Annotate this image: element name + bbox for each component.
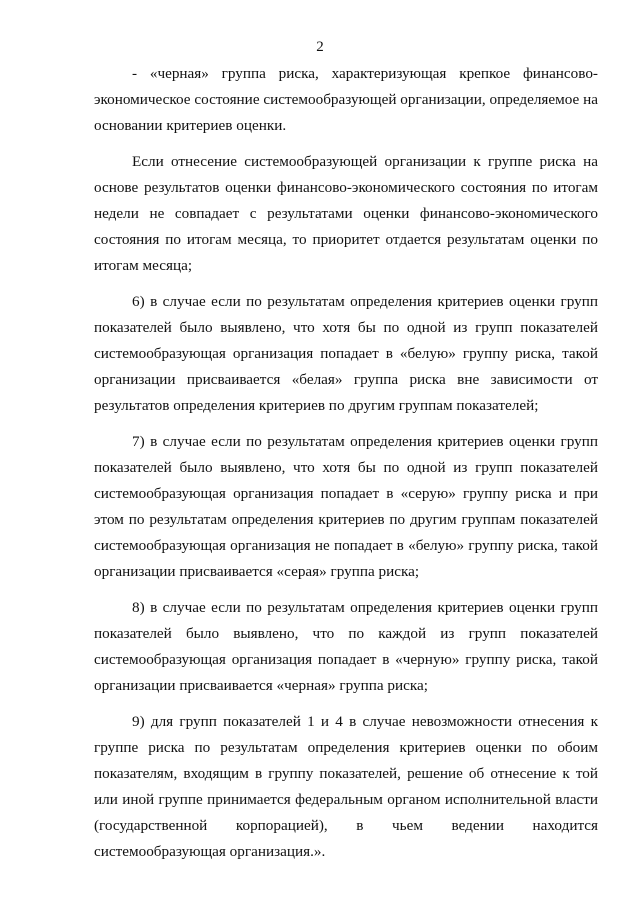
- paragraph-item-6: 6) в случае если по результатам определения критериев оценки групп показателей было выявлено, что хотя бы по одной из групп показателей системообразующая организация попадает в «белую» группу риска, такой организации присваивается «белая» группа риска вне зависимости от результатов определения критериев по другим группам показателей;: [94, 293, 598, 414]
- paragraph-priority-monthly: Если отнесение системообразующей организации к группе риска на основе результатов оценки финансово-экономического состояния по итогам недели не совпадает с результатами оценки финансово-экономического состояния по итогам месяца, то приоритет отдается результатам оценки по итогам месяца;: [94, 153, 598, 274]
- paragraph-item-9: 9) для групп показателей 1 и 4 в случае невозможности отнесения к группе риска по результатам определения критериев оценки по обоим показателям, входящим в группу показателей, решение об отнесение к той или иной группе принимается федеральным органом исполнительной власти (государственной корпорацией), в чьем ведении находится системообразующая организация.».: [94, 713, 598, 860]
- page-number: 2: [316, 39, 324, 55]
- paragraph-black-risk-group: - «черная» группа риска, характеризующая крепкое финансово-экономическое состояние системообразующей организации, определяемое на основании критериев оценки.: [94, 65, 598, 134]
- paragraph-item-7: 7) в случае если по результатам определения критериев оценки групп показателей было выявлено, что хотя бы по одной из групп показателей системообразующая организация попадает в «серую» группу риска и при этом по результатам определения критериев по другим группам показателей системообразующая организация не попадает в «белую» группу риска, такой организации присваивается «серая» группа риска;: [94, 433, 598, 580]
- paragraph-item-8: 8) в случае если по результатам определения критериев оценки групп показателей было выявлено, что по каждой из групп показателей системообразующая организация попадает в «черную» группу риска, такой организации присваивается «черная» группа риска;: [94, 599, 598, 694]
- document-body: [94, 61, 598, 875]
